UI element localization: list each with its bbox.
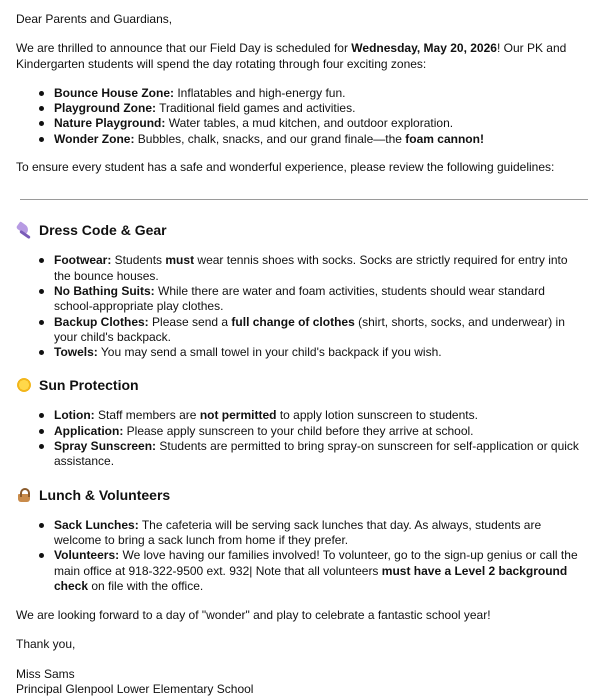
intro-post: ! Our PK and Kindergarten students will spend the day rotating through four exciting zones: <box>16 41 567 71</box>
zone-label: Bounce House Zone: <box>54 85 175 100</box>
zone-end: ! <box>479 131 484 146</box>
list-item <box>54 284 586 315</box>
field-day-date: Wednesday, May 20, 2026 <box>351 41 497 56</box>
item-text: You may send a small towel in your child's backpack if you wish. <box>97 345 442 360</box>
item-label: No Bathing Suits: <box>54 283 155 298</box>
list-item <box>54 518 586 549</box>
list-item <box>54 116 586 131</box>
item-label: Volunteers: <box>54 548 120 563</box>
foam-cannon: foam cannon <box>405 131 480 146</box>
item-text: Students are permitted to bring spray-on sunscreen for self-application or quick assistance. <box>54 439 579 469</box>
item-label: Towels: <box>54 345 98 360</box>
list-item <box>54 101 586 116</box>
section-title: Lunch & Volunteers <box>39 486 171 503</box>
zone-text: Bubbles, chalk, snacks, and our grand finale—the <box>134 131 406 146</box>
item-text: Staff members are <box>94 408 200 423</box>
list-item <box>54 315 586 346</box>
intro-paragraph <box>16 41 586 72</box>
item-label: Spray Sunscreen: <box>54 439 157 454</box>
sun-list <box>16 408 586 469</box>
item-emphasis: full change of clothes <box>231 314 355 329</box>
list-item <box>54 424 586 439</box>
item-emphasis: must <box>165 253 195 268</box>
item-text: (shirt, shorts, socks, and underwear) in your child's backpack. <box>54 314 565 344</box>
sun-icon <box>16 377 32 393</box>
item-text: to apply lotion sunscreen to students. <box>276 408 478 423</box>
item-text: Students <box>111 253 166 268</box>
item-label: Footwear: <box>54 253 112 268</box>
item-text: We love having our families involved! To volunteer, go to the sign-up genius or call the main office at 918-322-9500 ext. 932| Note that all volunteers <box>54 548 578 578</box>
intro-pre: We are thrilled to announce that our Field Day is scheduled for <box>16 41 352 56</box>
item-text: Please send a <box>148 314 232 329</box>
item-label: Backup Clothes: <box>54 314 149 329</box>
zone-text: Inflatables and high-energy fun. <box>174 85 346 100</box>
item-emphasis: must have a Level 2 background check <box>54 563 568 593</box>
zone-label: Playground Zone: <box>54 101 156 116</box>
zone-text: Traditional field games and activities. <box>156 101 356 116</box>
shoe-icon <box>16 222 32 238</box>
list-item <box>54 253 586 284</box>
greeting: Dear Parents and Guardians, <box>16 12 173 26</box>
item-text: on file with the office. <box>88 578 204 593</box>
item-emphasis: not permitted <box>199 408 277 423</box>
section-heading-lunch <box>16 486 586 504</box>
item-text: Please apply sunscreen to your child before they arrive at school. <box>123 423 474 438</box>
signature-title: Principal Glenpool Lower Elementary School <box>16 682 254 697</box>
zone-label: Nature Playground: <box>54 116 166 131</box>
section-title: Sun Protection <box>39 377 139 394</box>
thanks: Thank you, <box>16 637 76 652</box>
closing-paragraph: We are looking forward to a day of "wonder" and play to celebrate a fantastic school year! <box>16 608 491 623</box>
item-text: wear tennis shoes with socks. Socks are strictly required for entry into the bounce houses. <box>54 253 568 283</box>
list-item <box>54 408 586 423</box>
zones-list <box>16 86 586 147</box>
list-item <box>54 132 586 147</box>
item-text: While there are water and foam activities, students should wear standard school-appropriate play clothes. <box>54 283 545 314</box>
divider <box>20 199 588 200</box>
section-heading-dress <box>16 221 586 239</box>
lunch-list <box>16 518 586 594</box>
item-label: Application: <box>54 423 124 438</box>
item-text: The cafeteria will be serving sack lunches that day. As always, students are welcome to bring a sack lunch from home if they prefer. <box>54 517 542 547</box>
list-item <box>54 345 586 360</box>
zone-text: Water tables, a mud kitchen, and outdoor exploration. <box>165 116 454 131</box>
item-label: Sack Lunches: <box>54 517 139 532</box>
basket-icon <box>16 487 32 503</box>
list-item <box>54 548 586 594</box>
dress-list <box>16 253 586 360</box>
signature <box>16 667 586 697</box>
zone-label: Wonder Zone: <box>54 131 135 146</box>
guidelines-intro: To ensure every student has a safe and wonderful experience, please review the following guidelines: <box>16 160 555 175</box>
signature-name: Miss Sams <box>16 666 75 681</box>
list-item <box>54 86 586 101</box>
item-label: Lotion: <box>54 408 95 423</box>
section-heading-sun <box>16 376 586 394</box>
list-item <box>54 439 586 470</box>
section-title: Dress Code & Gear <box>39 222 167 239</box>
